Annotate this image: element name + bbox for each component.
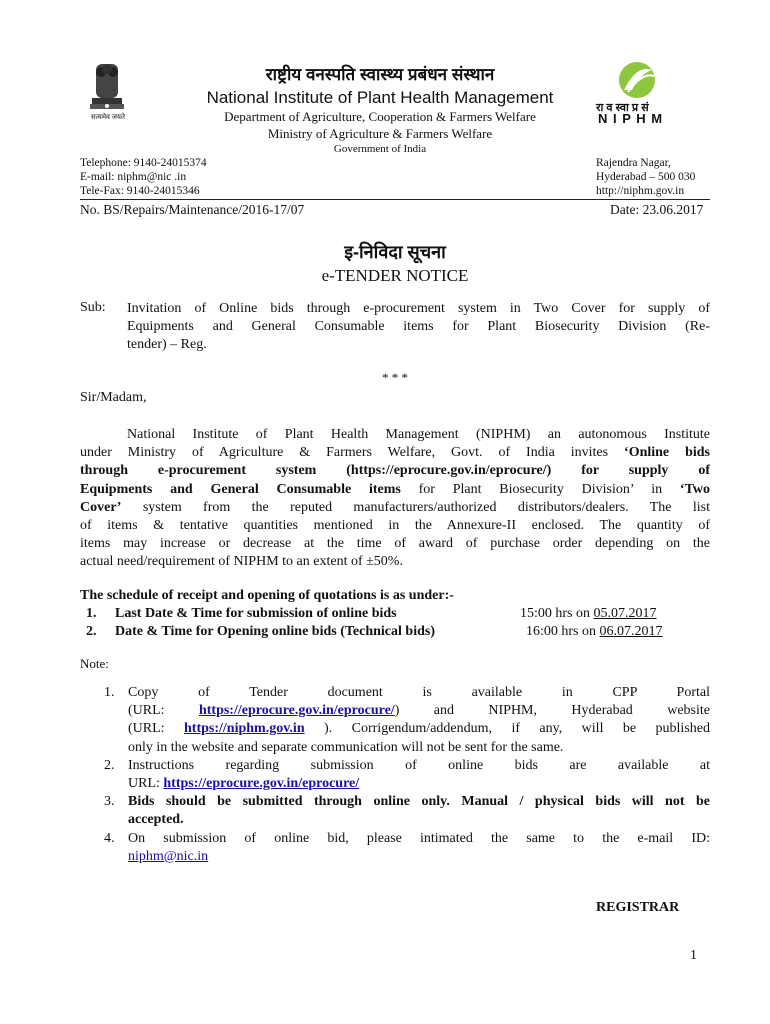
english-title: National Institute of Plant Health Management	[206, 88, 554, 107]
note-item-2: 2. Instructions regarding submission of online bids are available at URL: https://eprocure.gov.in/eprocure/	[104, 757, 710, 792]
note-label: Note:	[80, 656, 109, 671]
subject-text	[127, 300, 710, 354]
email-text: E-mail: niphm@nic .in	[80, 171, 187, 183]
government-line: Government of India	[333, 143, 427, 155]
eprocure-instructions-link[interactable]: https://eprocure.gov.in/eprocure/	[163, 776, 360, 792]
notice-title-english: e-TENDER NOTICE	[321, 266, 469, 285]
body-line: items may increase or decrease at the time of award of purchase order depending on the	[80, 536, 710, 552]
address-line-2: Hyderabad – 500 030	[596, 171, 696, 183]
body-line: through e-procurement system (https://eprocure.gov.in/eprocure/) for supply of	[80, 463, 710, 479]
niphm-website-link[interactable]: https://niphm.gov.in	[184, 721, 305, 737]
subject-label: Sub:	[80, 300, 106, 315]
note-item-4: 4. On submission of online bid, please intimated the same to the e-mail ID: niphm@nic.in	[104, 830, 710, 864]
notes-list	[100, 684, 710, 866]
header-divider	[80, 199, 710, 200]
schedule-row-label: Date & Time for Opening online bids (Technical bids)	[115, 624, 435, 639]
schedule-row-label: Last Date & Time for submission of online bids	[115, 606, 397, 621]
reference-number: No. BS/Repairs/Maintenance/2016-17/07	[80, 202, 305, 217]
salutation: Sir/Madam,	[80, 390, 147, 405]
logo-hindi: रा व स्वा प्र सं	[596, 102, 649, 114]
subject-line: Invitation of Online bids through e-procurement system in Two Cover for supply of	[127, 301, 710, 316]
body-line: National Institute of Plant Health Management (NIPHM) an autonomous Institute	[127, 427, 710, 442]
ministry-line: Ministry of Agriculture & Farmers Welfare	[267, 126, 493, 141]
contact-left	[80, 156, 207, 198]
body-paragraph	[80, 426, 710, 572]
body-line: of items & tentative quantities mentioned in the Annexure-II enclosed. The quantity of	[80, 518, 710, 534]
schedule-row	[86, 605, 706, 623]
page-number: 1	[690, 948, 697, 963]
schedule-row	[86, 623, 706, 641]
notice-title-hindi: इ-निविदा सूचना	[344, 242, 446, 262]
body-line: under Ministry of Agriculture & Farmers Welfare, Govt. of India invites ‘Online bids	[80, 445, 710, 461]
body-line: actual need/requirement of NIPHM to an extent of ±50%.	[80, 554, 403, 570]
schedule-row-time: 15:00 hrs on 05.07.2017	[520, 606, 657, 621]
schedule-row-time: 16:00 hrs on 06.07.2017	[526, 624, 663, 639]
separator-stars: * * *	[382, 370, 408, 385]
body-line: Cover’ system from the reputed manufacturers/authorized distributors/dealers. The list	[80, 499, 710, 515]
schedule-heading: The schedule of receipt and opening of quotations is as under:-	[80, 588, 454, 603]
schedule-row-number: 1.	[86, 606, 97, 621]
schedule-row-number: 2.	[86, 624, 97, 639]
subject-line: Equipments and General Consumable items for Plant Biosecurity Division (Re-	[127, 319, 710, 334]
logo-english: N I P H M	[598, 111, 664, 126]
note-item-3: 3. Bids should be submitted through online only. Manual / physical bids will not be accepted.	[104, 794, 710, 828]
address-line-1: Rajendra Nagar,	[596, 157, 671, 169]
emblem-caption: सत्यमेव जयते	[91, 113, 125, 121]
signature-registrar: REGISTRAR	[596, 900, 680, 915]
body-line: Equipments and General Consumable items for Plant Biosecurity Division’ in ‘Two	[80, 481, 710, 497]
telefax-text: Tele-Fax: 9140-24015346	[80, 185, 200, 197]
website-text: http://niphm.gov.in	[596, 185, 685, 197]
niphm-logo-icon	[612, 60, 662, 100]
subject-line: tender) – Reg.	[127, 337, 207, 352]
telephone-text: Telephone: 9140-24015374	[80, 157, 207, 169]
note-item-1: 1. Copy of Tender document is available in CPP Portal (URL: https://eprocure.gov.in/eprocure/) and NIPHM, Hyderabad website (URL: https://niphm.gov.in ). Corrigendum/addendum, if any, will be published only in the website and separate communication will not be sent for the same.	[104, 685, 710, 755]
schedule-table	[86, 605, 706, 641]
contact-right	[596, 156, 695, 198]
department-line: Department of Agriculture, Cooperation & Farmers Welfare	[224, 109, 536, 124]
reference-date: Date: 23.06.2017	[610, 202, 704, 217]
email-link[interactable]: niphm@nic.in	[128, 848, 209, 864]
eprocure-link[interactable]: https://eprocure.gov.in/eprocure/	[198, 703, 395, 719]
hindi-title: राष्ट्रीय वनस्पति स्वास्थ्य प्रबंधन संस्थान	[265, 65, 495, 84]
